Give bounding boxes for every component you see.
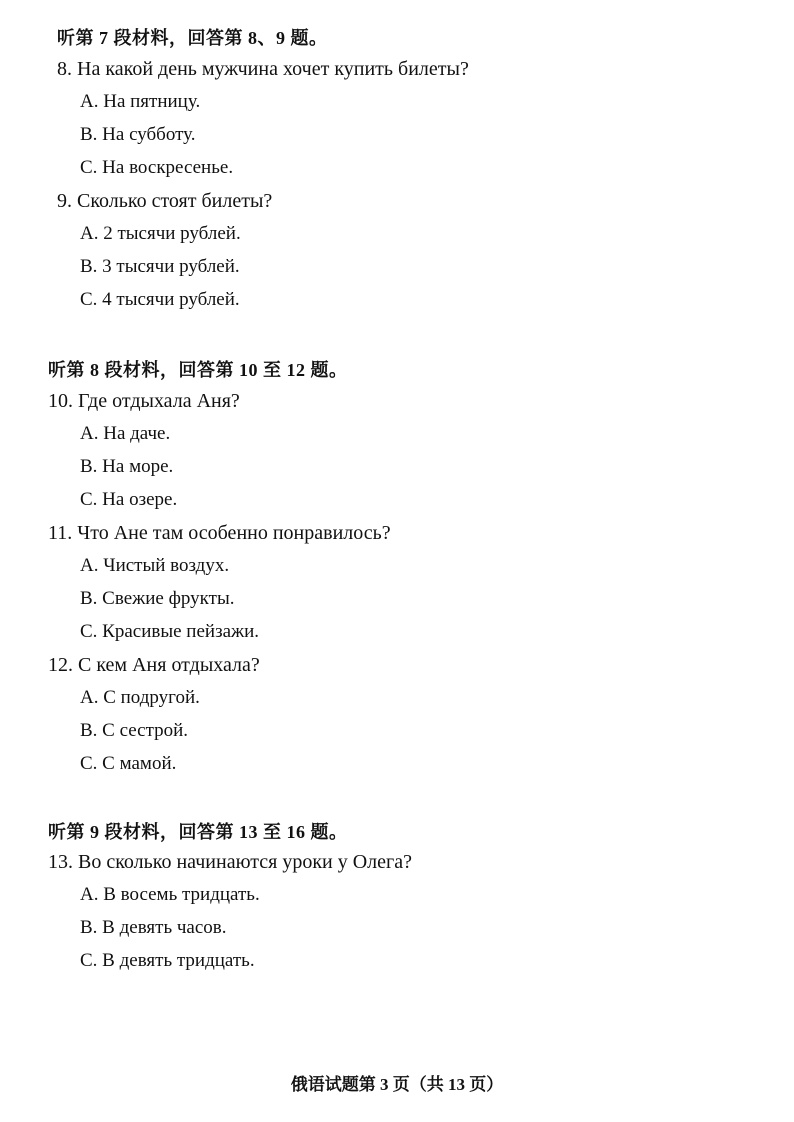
question-10-option-c: C. На озере. (80, 489, 178, 510)
question-8-option-a: A. На пятницу. (80, 91, 201, 112)
section-header: 听第 9 段材料，回答第 13 至 16 题。 (48, 822, 348, 842)
page-footer: 俄语试题第 3 页（共 13 页） (290, 1075, 504, 1094)
question-11-option-a: A. Чистый воздух. (80, 555, 230, 576)
question-8: 8. На какой день мужчина хочет купить билеты? (57, 58, 469, 80)
question-11-option-c: C. Красивые пейзажи. (80, 621, 260, 642)
question-12: 12. С кем Аня отдыхала? (48, 654, 260, 676)
question-10-option-b: B. На море. (80, 456, 174, 477)
question-12-option-b: B. С сестрой. (80, 720, 189, 741)
section-header: 听第 7 段材料，回答第 8、9 题。 (57, 28, 328, 48)
question-12-option-c: C. С мамой. (80, 753, 177, 774)
question-10-option-a: A. На даче. (80, 423, 171, 444)
question-8-option-b: B. На субботу. (80, 124, 196, 145)
question-13: 13. Во сколько начинаются уроки у Олега? (48, 851, 412, 873)
question-9-option-a: A. 2 тысячи рублей. (80, 223, 241, 244)
question-9-option-c: C. 4 тысячи рублей. (80, 289, 240, 310)
question-12-option-a: A. С подругой. (80, 687, 200, 708)
question-13-option-b: B. В девять часов. (80, 917, 227, 938)
question-9: 9. Сколько стоят билеты? (57, 190, 273, 212)
section-header: 听第 8 段材料，回答第 10 至 12 题。 (48, 360, 348, 380)
question-13-option-c: C. В девять тридцать. (80, 950, 255, 971)
question-13-option-a: A. В восемь тридцать. (80, 884, 260, 905)
question-10: 10. Где отдыхала Аня? (48, 390, 240, 412)
question-11-option-b: B. Свежие фрукты. (80, 588, 235, 609)
question-9-option-b: B. 3 тысячи рублей. (80, 256, 240, 277)
question-11: 11. Что Ане там особенно понравилось? (48, 522, 391, 544)
question-8-option-c: C. На воскресенье. (80, 157, 234, 178)
